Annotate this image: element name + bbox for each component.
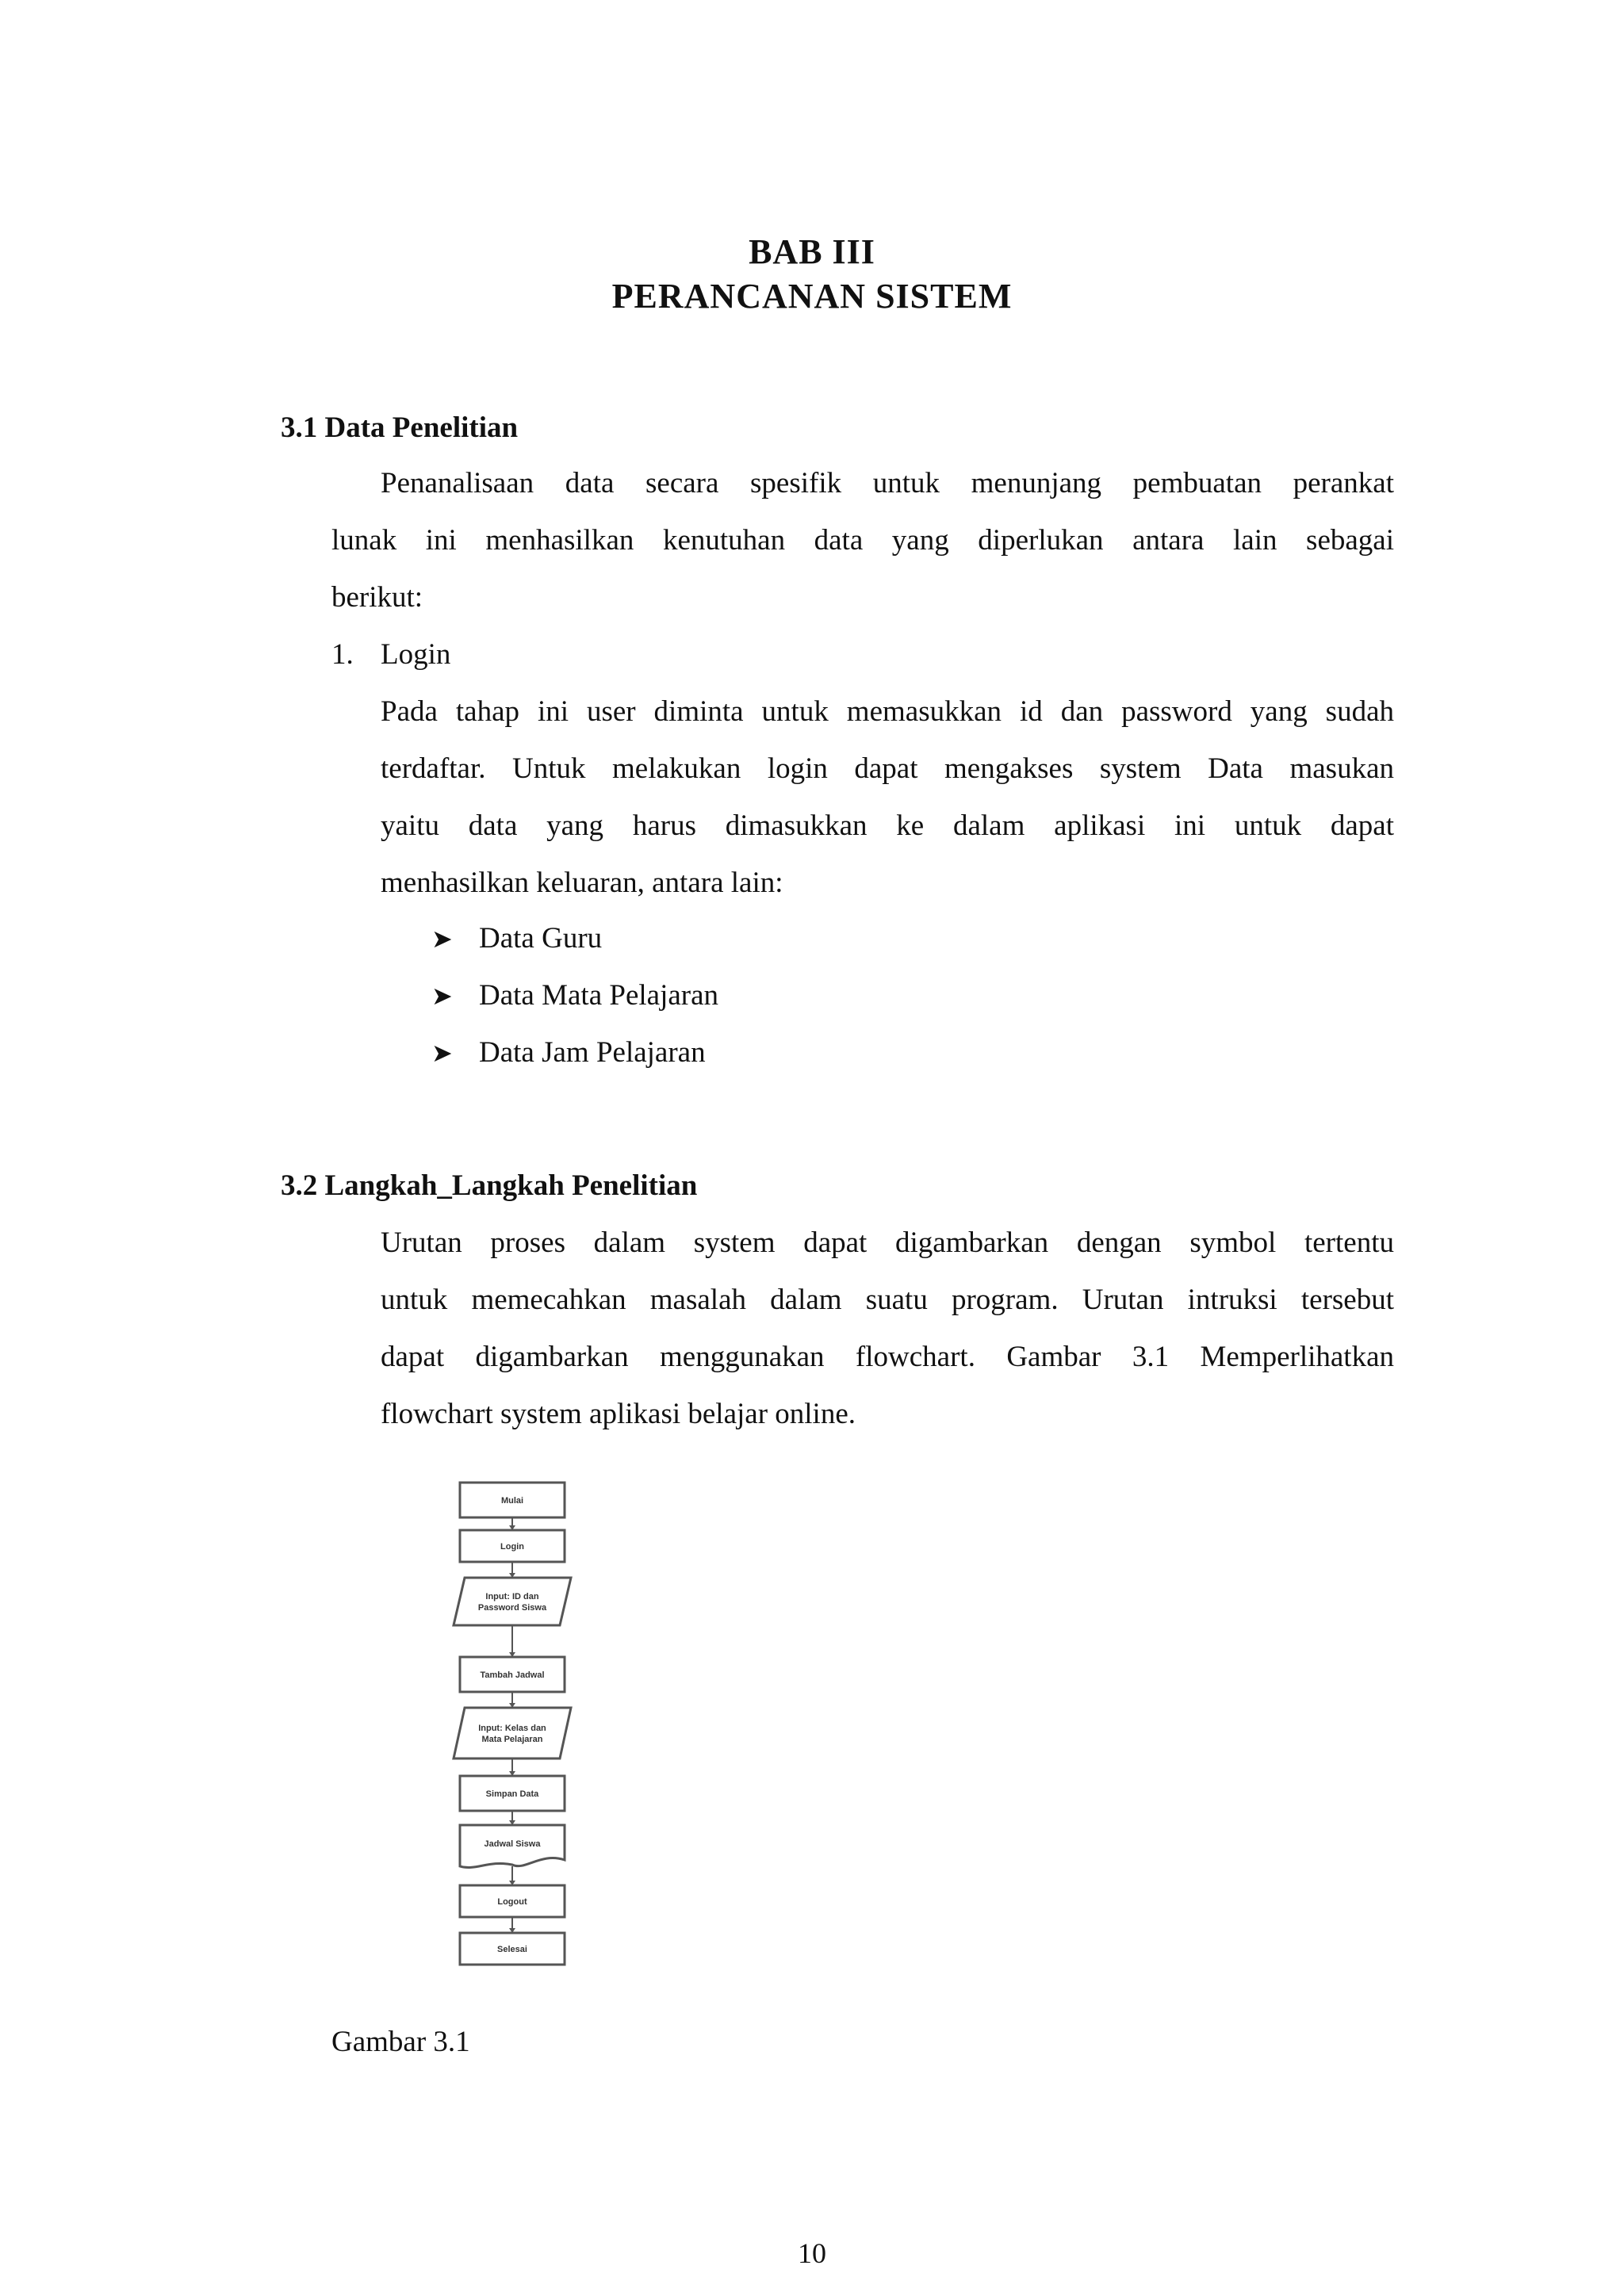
flowchart-node-label: Tambah Jadwal [480,1670,545,1680]
bullet-text: Data Mata Pelajaran [479,979,719,1012]
figure-caption: Gambar 3.1 [331,2026,470,2058]
chapter-title: BAB III [749,232,875,271]
paragraph-line: lunak ini menhasilkan kenutuhan data yang diperlukan antara lain sebagai [331,524,1394,557]
list-description-line: menhasilkan keluaran, antara lain: [381,867,783,899]
list-item-title: Login [381,638,451,671]
paragraph-line: Penanalisaan data secara spesifik untuk menunjang pembuatan perankat [381,467,1394,499]
flowchart-node-label: Login [500,1542,524,1552]
page-number: 10 [798,2237,826,2269]
arrowhead-bullet-icon: ➤ [431,981,453,1011]
flowchart-node-label: Mata Pelajaran [481,1735,543,1744]
flowchart-node-tambah-jadwal [460,1657,565,1692]
flowchart-node-jadwal-siswa [460,1825,565,1868]
flowchart-node-label: Password Siswa [477,1603,547,1613]
flowchart-node-label: Logout [497,1897,527,1907]
list-description-line: Pada tahap ini user diminta untuk memasukkan id dan password yang sudah [381,695,1394,728]
arrowhead-bullet-icon: ➤ [431,1038,453,1068]
flowchart-node-label: Input: ID dan [485,1592,539,1601]
list-description-line: yaitu data yang harus dimasukkan ke dalam aplikasi ini untuk dapat [381,809,1394,842]
bullet-text: Data Jam Pelajaran [479,1036,706,1069]
bullet-item [431,1034,706,1072]
flowchart-node-logout [460,1885,565,1917]
arrowhead-bullet-icon: ➤ [431,924,453,954]
flowchart-node-label: Mulai [500,1496,524,1506]
list-description-line: terdaftar. Untuk melakukan login dapat mengakses system Data masukan [381,752,1394,785]
flowchart-node-mulai [460,1483,565,1517]
flowchart-figure [435,1476,593,1984]
flowchart-node-label: Selesai [497,1945,527,1954]
bullet-item [431,920,602,958]
flowchart-node-label: Jadwal Siswa [484,1839,541,1849]
paragraph-line: Urutan proses dalam system dapat digambarkan dengan symbol tertentu [381,1226,1394,1259]
flowchart-node-login [460,1530,565,1562]
paragraph-line: untuk memecahkan masalah dalam suatu program. Urutan intruksi tersebut [381,1284,1394,1316]
flowchart-node-label: Input: Kelas dan [478,1724,546,1733]
flowchart-node-selesai [460,1933,565,1965]
list-number: 1. [331,638,354,671]
flowchart-shape-data [454,1578,571,1625]
section-heading-langkah-penelitian: 3.2 Langkah_Langkah Penelitian [281,1169,698,1202]
flowchart-node-label: Simpan Data [485,1789,539,1799]
bullet-item [431,977,718,1015]
flowchart-shape-data [454,1708,571,1758]
flowchart-node-input-id-dan-password-siswa [454,1578,571,1625]
flowchart-node-input-kelas-dan-mata-pelajaran [454,1708,571,1758]
section-heading-data-penelitian: 3.1 Data Penelitian [281,411,519,444]
paragraph-line: berikut: [331,581,423,614]
paragraph-line: dapat digambarkan menggunakan flowchart. Gambar 3.1 Memperlihatkan [381,1341,1394,1373]
flowchart-node-simpan-data [460,1776,565,1811]
chapter-subtitle: PERANCANAN SISTEM [611,277,1013,316]
bullet-text: Data Guru [479,922,603,955]
paragraph-line: flowchart system aplikasi belajar online. [381,1398,856,1430]
